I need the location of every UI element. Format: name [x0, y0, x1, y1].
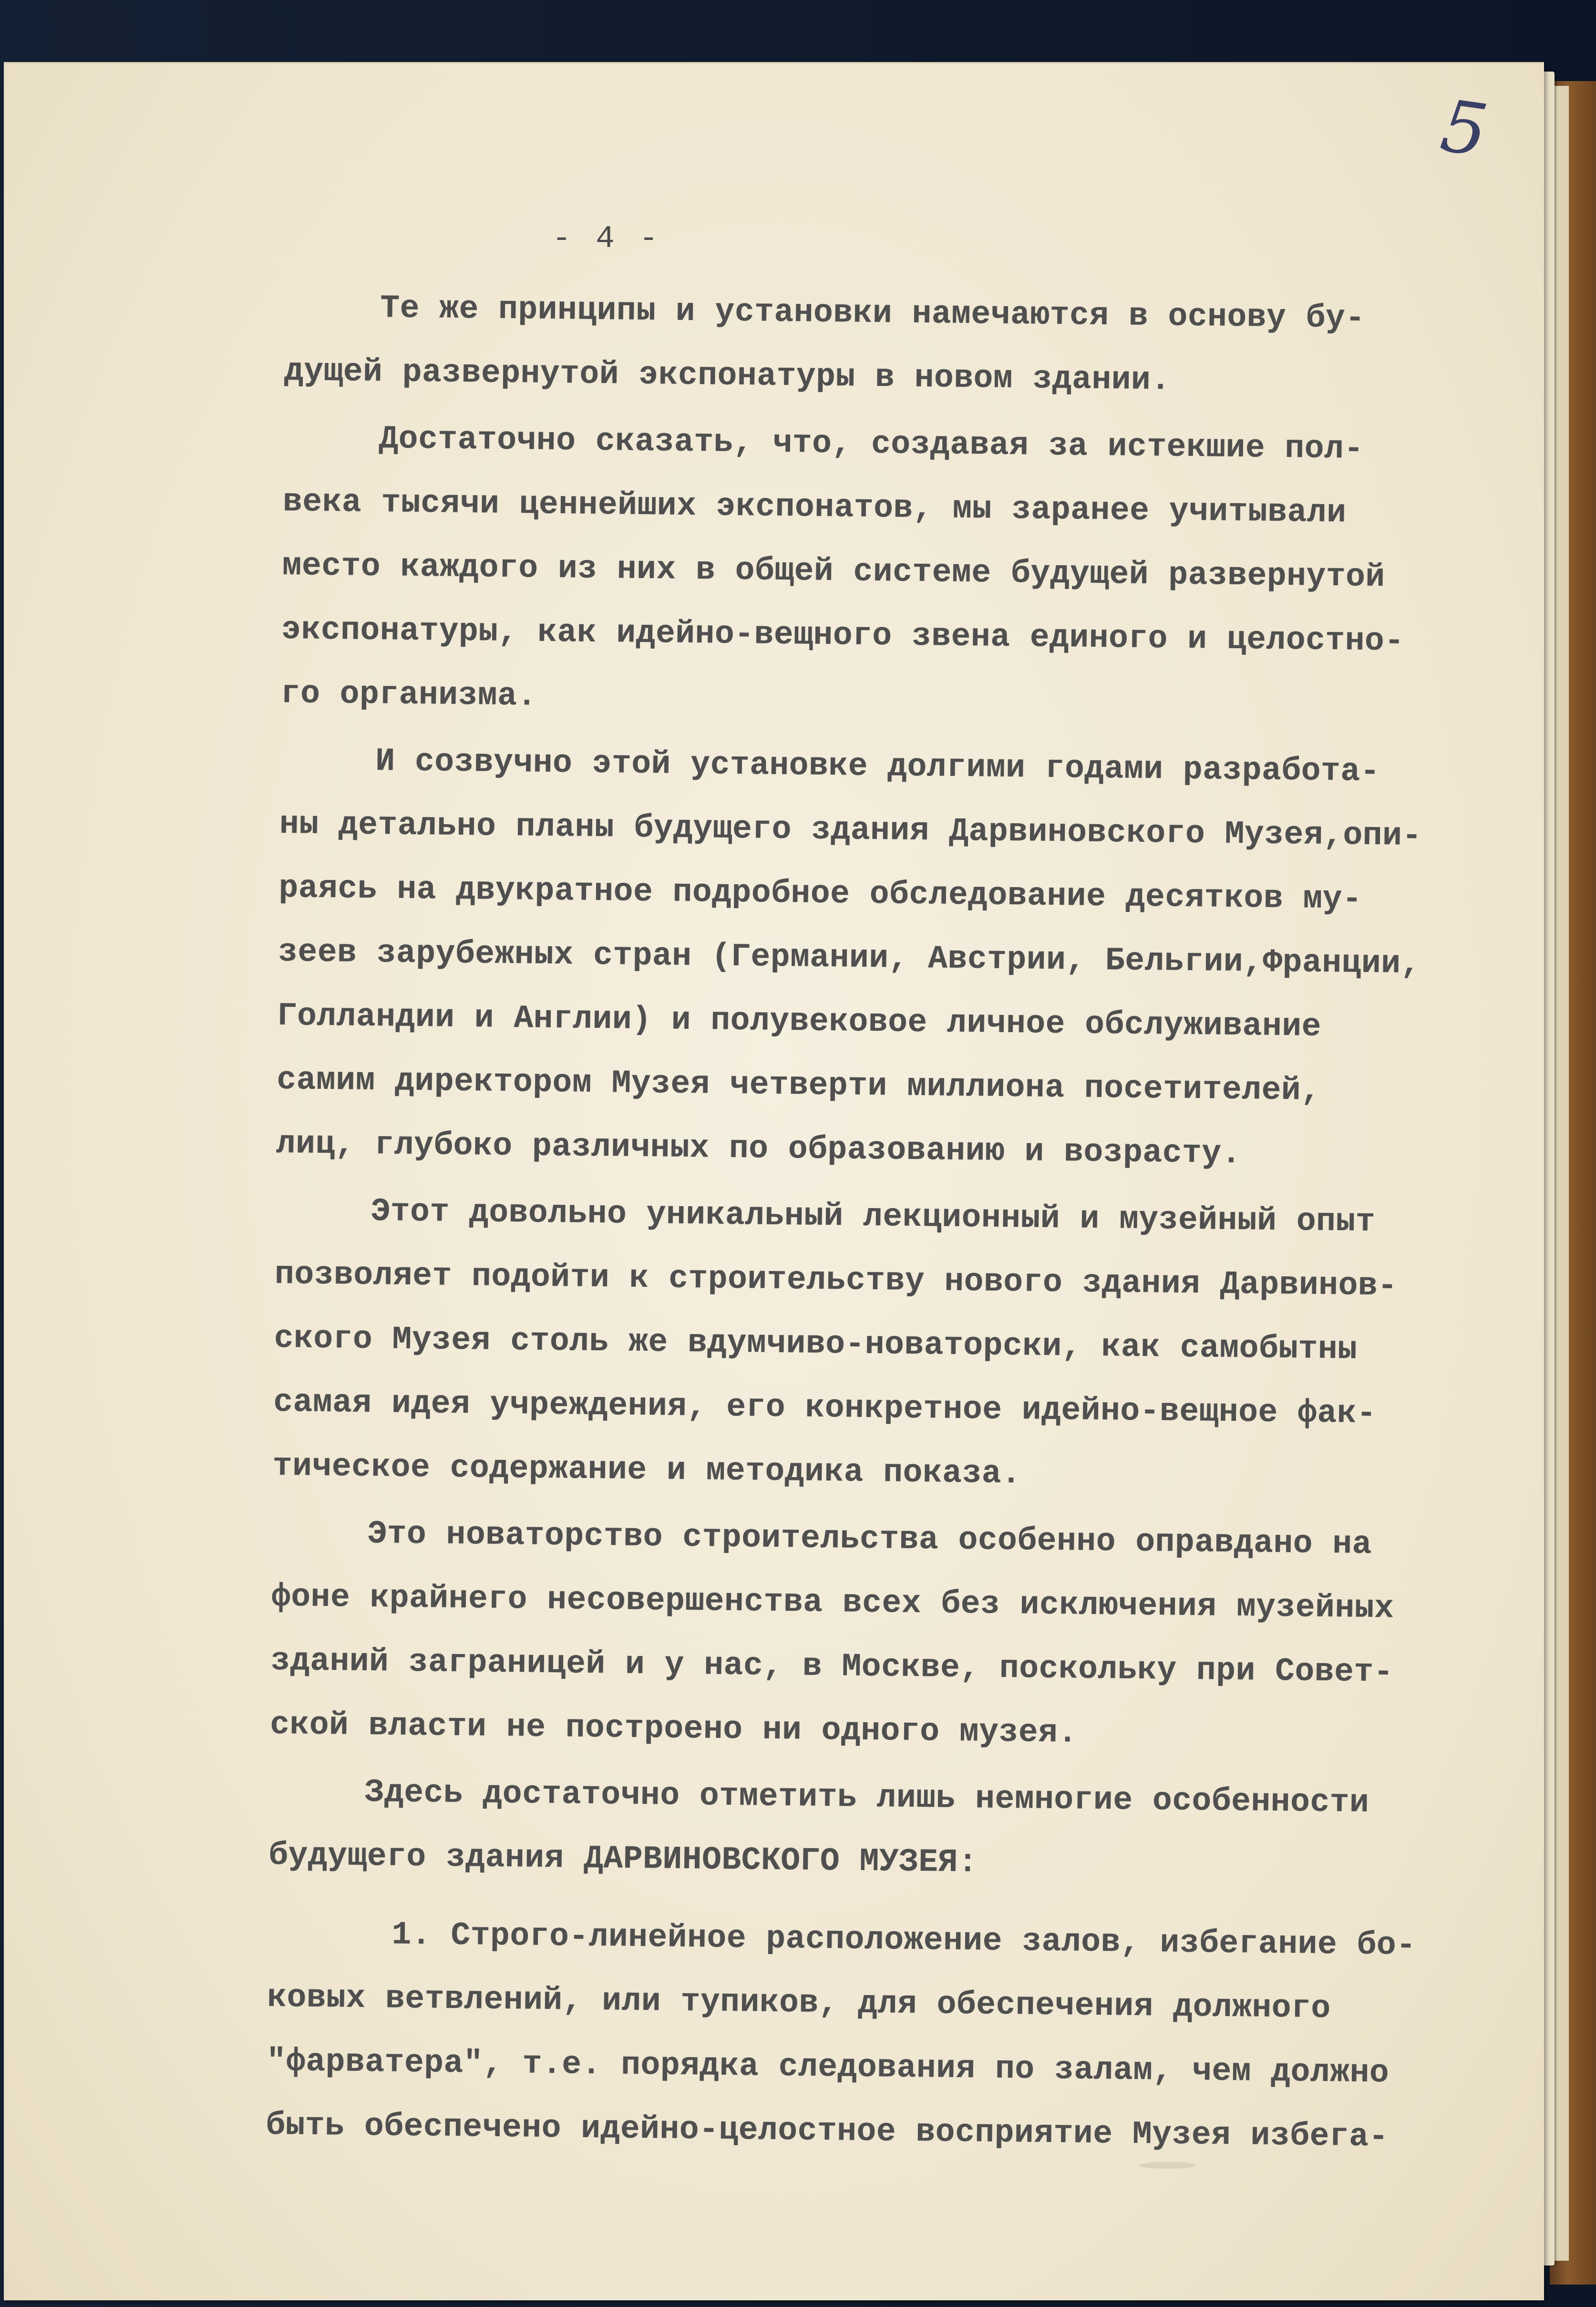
- text-line: быть обеспечено идейно-целостное восприятие Музея избега-: [265, 2107, 1389, 2156]
- text-line: самая идея учреждения, его конкретное идейно-вещное фак-: [273, 1384, 1377, 1433]
- text-line: зеев зарубежных стран (Германии, Австрии, Бельгии,Франции,: [278, 933, 1421, 983]
- list-item-line: 1. Строго-линейное расположение залов, избегание бо-: [391, 1916, 1416, 1965]
- text-line: Здесь достаточно отметить лишь немногие особенности: [364, 1774, 1369, 1821]
- text-line: позволяет подойти к строительству нового здания Дарвинов-: [274, 1256, 1398, 1305]
- text-line: Те же принципы и установки намечаются в основу бу-: [380, 290, 1365, 337]
- typed-body-text: [266, 276, 1525, 2171]
- text-line: Этот довольно уникальный лекционный и музейный опыт: [371, 1193, 1376, 1241]
- document-page: [4, 62, 1544, 2300]
- page-header-number: - 4 -: [552, 221, 661, 257]
- text-line: ской власти не построено ни одного музея.: [269, 1706, 1078, 1752]
- text-line: Голландии и Англии) и полувековое личное обслуживание: [277, 997, 1322, 1045]
- text-line: ковых ветвлений, или тупиков, для обеспечения должного: [267, 1979, 1331, 2028]
- text-line: тическое содержание и методика показа.: [272, 1448, 1021, 1493]
- text-line: ны детально планы будущего здания Дарвиновского Музея,опи-: [279, 806, 1422, 855]
- text-line: место каждого из них в общей системе будущей развернутой: [282, 547, 1386, 596]
- text-line: экспонатуры, как идейно-вещного звена единого и целостно-: [281, 611, 1404, 660]
- text-line: века тысячи ценнейших экспонатов, мы заранее учитывали: [282, 483, 1347, 532]
- text-line: ского Музея столь же вдумчиво-новаторски, как самобытны: [274, 1320, 1358, 1368]
- text-line: И созвучно этой установке долгими годами разработа-: [375, 743, 1380, 791]
- text-line: будущего здания ДАРВИНОВСКОГО МУЗЕЯ:: [268, 1837, 978, 1882]
- text-line: Это новаторство строительства особенно оправдано на: [367, 1515, 1372, 1563]
- text-line: лиц, глубоко различных по образованию и возрасту.: [276, 1125, 1242, 1173]
- text-line: самим директором Музея четверти миллиона посетителей,: [276, 1061, 1321, 1109]
- text-line: фоне крайнего несовершенства всех без исключения музейных: [271, 1578, 1394, 1627]
- paper-mark: [1139, 2162, 1196, 2169]
- text-line: го организма.: [280, 675, 537, 715]
- text-line: "фарватера", т.е. порядка следования по залам, чем должно: [266, 2043, 1390, 2092]
- text-line: Достаточно сказать, что, создавая за истекшие пол-: [379, 421, 1364, 468]
- handwritten-page-number: 5: [1435, 84, 1493, 173]
- text-line: раясь на двукратное подробное обследование десятков му-: [278, 869, 1362, 918]
- text-line: дущей развернутой экспонатуры в новом здании.: [284, 352, 1171, 399]
- text-line: зданий заграницей и у нас, в Москве, поскольку при Совет-: [270, 1642, 1394, 1691]
